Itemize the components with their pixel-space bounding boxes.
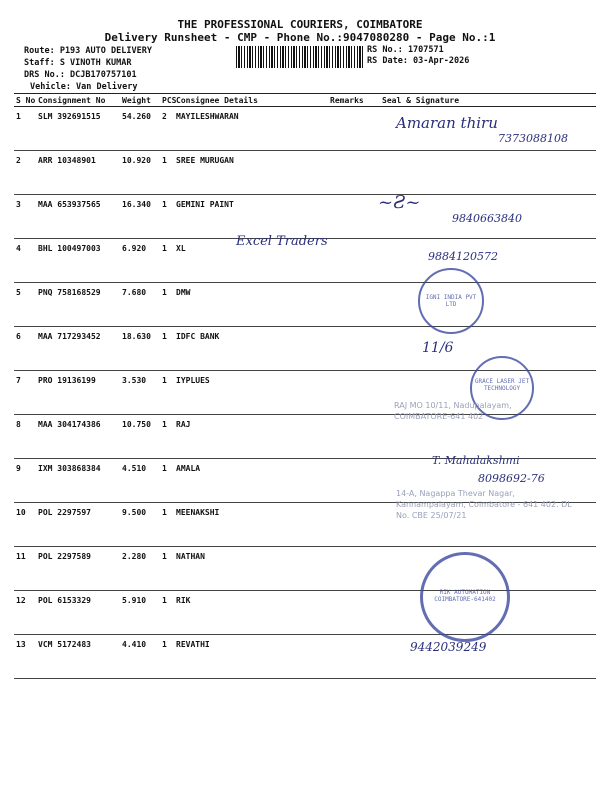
col-signature: Seal & Signature <box>364 94 596 107</box>
table-header <box>14 94 596 107</box>
route: Route: P193 AUTO DELIVERY <box>24 46 152 56</box>
col-weight: Weight <box>120 94 160 107</box>
consignment-no: BHL 100497003 <box>36 239 120 283</box>
handwritten-phone-3: 9840663840 <box>452 212 522 225</box>
runsheet-title: Delivery Runsheet - CMP - Phone No.:9047080280 - Page No.:1 <box>104 31 496 44</box>
sno: 13 <box>14 635 36 679</box>
consignee: RAJ <box>174 415 328 459</box>
consignee: RIK <box>174 591 328 635</box>
pcs: 1 <box>160 635 174 679</box>
remarks <box>328 151 364 195</box>
drs-no: DRS No.: DCJB170757101 <box>24 70 137 80</box>
sno: 9 <box>14 459 36 503</box>
consignment-no: IXM 303868384 <box>36 459 120 503</box>
sno: 5 <box>14 283 36 327</box>
company-stamp-5 <box>418 268 484 334</box>
remarks <box>328 327 364 371</box>
consignee: XL <box>174 239 328 283</box>
consignee: REVATHI <box>174 635 328 679</box>
handwritten-signature-3: ~Ƨ~ <box>378 192 421 213</box>
consignment-no: ARR 10348901 <box>36 151 120 195</box>
remarks <box>328 547 364 591</box>
table-row <box>14 547 596 591</box>
pcs: 1 <box>160 195 174 239</box>
consignee: AMALA <box>174 459 328 503</box>
handwritten-note-4: Excel Traders <box>236 234 328 249</box>
rs-date: RS Date: 03-Apr-2026 <box>367 56 470 66</box>
weight: 3.530 <box>120 371 160 415</box>
consignee: IDFC BANK <box>174 327 328 371</box>
col-remarks: Remarks <box>330 95 364 105</box>
consignee: MAYILESHWARAN <box>174 107 328 151</box>
remarks <box>328 459 364 503</box>
remarks <box>328 503 364 547</box>
weight: 54.260 <box>120 107 160 151</box>
barcode <box>236 46 364 68</box>
sno: 11 <box>14 547 36 591</box>
company-title: THE PROFESSIONAL COURIERS, COIMBATORE <box>177 18 423 31</box>
pcs: 1 <box>160 547 174 591</box>
pcs: 1 <box>160 283 174 327</box>
consignee: GEMINI PAINT <box>174 195 328 239</box>
remarks <box>328 415 364 459</box>
weight: 2.280 <box>120 547 160 591</box>
pcs: 1 <box>160 591 174 635</box>
col-pcs: PCS <box>162 95 177 105</box>
company-stamp-8: RAJ MO 10/11, Nadupalayam, COIMBATORE-641 402 <box>394 401 512 421</box>
sno: 1 <box>14 107 36 151</box>
consignee: IYPLUES <box>174 371 328 415</box>
remarks <box>328 371 364 415</box>
pcs: 1 <box>160 239 174 283</box>
sno: 6 <box>14 327 36 371</box>
stamp-text-7: GRACE LASER JET TECHNOLOGY <box>474 378 530 392</box>
table-row <box>14 635 596 679</box>
signature <box>364 151 596 195</box>
handwritten-phone-9: 8098692-76 <box>478 472 545 485</box>
weight: 9.500 <box>120 503 160 547</box>
remarks <box>328 195 364 239</box>
consignment-no: MAA 717293452 <box>36 327 120 371</box>
rs-no: RS No.: 1707571 <box>367 45 444 55</box>
sno: 12 <box>14 591 36 635</box>
staff: Staff: S VINOTH KUMAR <box>24 58 132 68</box>
sno: 2 <box>14 151 36 195</box>
handwritten-phone-1: 7373088108 <box>498 132 568 145</box>
consignment-no: MAA 304174386 <box>36 415 120 459</box>
stamp-text-5: IGNI INDIA PVT LTD <box>425 294 477 308</box>
consignment-no: PRO 19136199 <box>36 371 120 415</box>
handwritten-name-1: Amaran thiru <box>396 114 498 132</box>
remarks <box>328 283 364 327</box>
consignment-no: POL 2297597 <box>36 503 120 547</box>
sno: 7 <box>14 371 36 415</box>
consignment-no: MAA 653937565 <box>36 195 120 239</box>
consignment-no: PNQ 758168529 <box>36 283 120 327</box>
company-stamp-12 <box>420 552 510 642</box>
weight: 10.920 <box>120 151 160 195</box>
meta-block <box>24 45 152 93</box>
pcs: 1 <box>160 371 174 415</box>
remarks <box>328 635 364 679</box>
weight: 4.510 <box>120 459 160 503</box>
consignment-no: POL 6153329 <box>36 591 120 635</box>
consignee: MEENAKSHI <box>174 503 328 547</box>
consignment-no: VCM 5172483 <box>36 635 120 679</box>
remarks <box>328 107 364 151</box>
rs-info <box>367 45 469 67</box>
weight: 7.680 <box>120 283 160 327</box>
col-consignment: Consignment No <box>36 94 120 107</box>
pcs: 1 <box>160 327 174 371</box>
handwritten-name-9: T. Mahalakshmi <box>432 454 520 467</box>
stamp-text-12: RIK AUTOMATION COIMBATORE-641402 <box>434 589 496 603</box>
sno: 4 <box>14 239 36 283</box>
pcs: 1 <box>160 503 174 547</box>
weight: 10.750 <box>120 415 160 459</box>
company-stamp-10: 14-A, Nagappa Thevar Nagar, Kannampalayam, Coimbatore - 641 402. DL No. CBE 25/07/21 <box>396 489 572 520</box>
consignee: DMW <box>174 283 328 327</box>
weight: 5.910 <box>120 591 160 635</box>
col-sno: S No <box>16 95 36 105</box>
weight: 18.630 <box>120 327 160 371</box>
consignee: NATHAN <box>174 547 328 591</box>
weight: 16.340 <box>120 195 160 239</box>
pcs: 1 <box>160 459 174 503</box>
vehicle: Vehicle: Van Delivery <box>30 82 138 92</box>
sno: 3 <box>14 195 36 239</box>
consignment-no: SLM 392691515 <box>36 107 120 151</box>
consignee: SREE MURUGAN <box>174 151 328 195</box>
table-row <box>14 283 596 327</box>
table-row <box>14 151 596 195</box>
handwritten-note-6: 11/6 <box>422 340 454 356</box>
handwritten-phone-13: 9442039249 <box>410 640 487 654</box>
pcs: 1 <box>160 151 174 195</box>
weight: 4.410 <box>120 635 160 679</box>
col-consignee: Consignee Details <box>174 94 328 107</box>
consignment-no: POL 2297589 <box>36 547 120 591</box>
handwritten-phone-4: 9884120572 <box>428 250 498 263</box>
pcs: 1 <box>160 415 174 459</box>
remarks <box>328 239 364 283</box>
sno: 8 <box>14 415 36 459</box>
weight: 6.920 <box>120 239 160 283</box>
sno: 10 <box>14 503 36 547</box>
remarks <box>328 591 364 635</box>
pcs: 2 <box>160 107 174 151</box>
